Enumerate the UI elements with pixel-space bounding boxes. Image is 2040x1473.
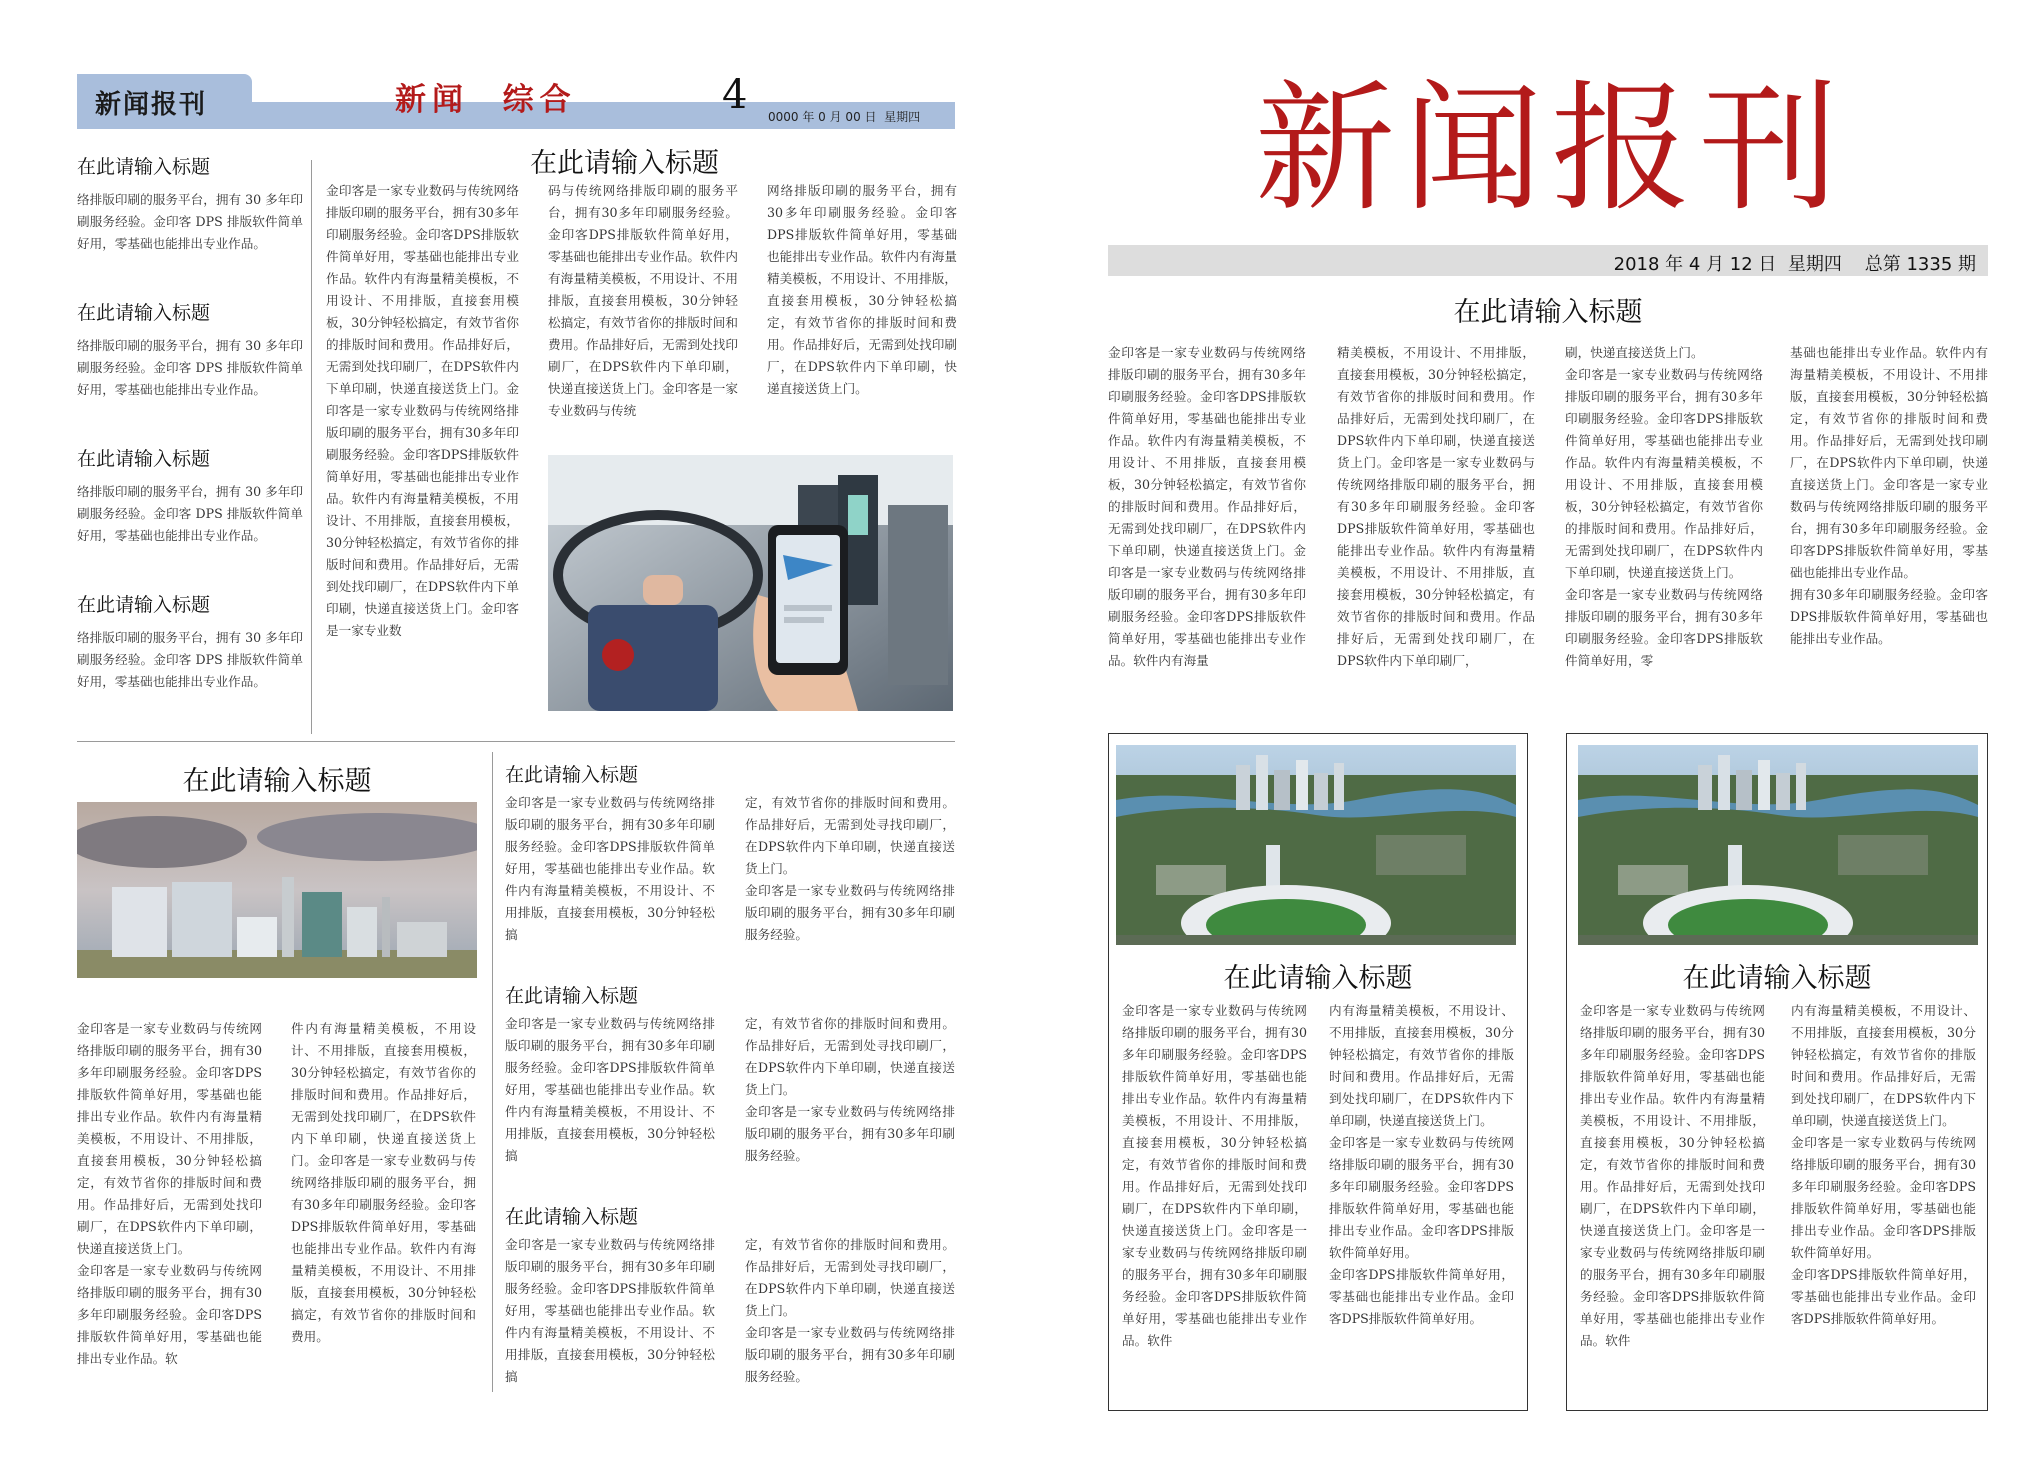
- bottom-left-article-col1: 金印客是一家专业数码与传统网络排版印刷的服务平台，拥有30多年印刷服务经验。金印客DPS排版软件简单好用，零基础也能排出专业作品。软件内有海量精美模板，不用设计、不用排版，直接套用模板，30分钟轻松搞定，有效节省你的排版时间和费用。作品排好后，无需到处找印刷厂，在DPS软件内下单印刷，快递直接送货上门。 金印客是一家专业数码与传统网络排版印刷的服务平台，拥有30多年印刷服务经验。金印客DPS排版软件简单好用，零基础也能排出专业作品。软: [77, 1021, 262, 1366]
- header-logo: 新闻报刊: [95, 90, 208, 120]
- small-article-col2: 定，有效节省你的排版时间和费用。作品排好后，无需到处寻找印刷厂，在DPS软件内下单印刷，快递直接送货上门。 金印客是一家专业数码与传统网络排版印刷的服务平台，拥有30多年印刷服务经验。: [745, 1237, 955, 1384]
- brief-item: [77, 298, 303, 444]
- brief-item: [77, 590, 303, 736]
- brief-item: [77, 444, 303, 590]
- brief-title: 在此请输入标题: [77, 448, 211, 470]
- brief-column: [77, 152, 303, 736]
- top-article-col2: 网络排版印刷的服务平台，拥有30多年印刷服务经验。金印客DPS排版软件简单好用，零基础也能排出专业作品。软件内有海量精美模板，不用设计、不用排版，直接套用模板，30分钟轻松搞定，有效节省你的排版时间和费用。作品排好后，无需到处找印刷厂，在DPS软件内下单印刷，快递直接送货上门。: [767, 183, 957, 396]
- section-divider: [77, 741, 955, 742]
- city-stadium-photo: [1116, 745, 1516, 945]
- section-title: 新闻 综合: [395, 82, 577, 118]
- small-article: [505, 1202, 955, 1412]
- column-divider: [311, 160, 312, 734]
- masthead: 新闻报刊: [1255, 68, 1848, 231]
- brief-title: 在此请输入标题: [77, 302, 211, 324]
- boxed-article-col1: 金印客是一家专业数码与传统网络排版印刷的服务平台，拥有30多年印刷服务经验。金印客DPS排版软件简单好用，零基础也能排出专业作品。软件内有海量精美模板，不用设计、不用排版，直接套用模板，30分钟轻松搞定，有效节省你的排版时间和费用。作品排好后，无需到处找印刷厂，在DPS软件内下单印刷，快递直接送货上门。金印客是一家专业数码与传统网络排版印刷的服务平台，拥有30多年印刷服务经验。金印客DPS排版软件简单好用，零基础也能排出专业作品。软件: [1580, 1003, 1765, 1348]
- lead-article-col4: 基础也能排出专业作品。软件内有海量精美模板，不用设计、不用排版，直接套用模板，30分钟轻松搞定，有效节省你的排版时间和费用。作品排好后，无需到处找印刷厂，在DPS软件内下单印刷，快递直接送货上门。金印客是一家专业数码与传统网络排版印刷的服务平台，拥有30多年印刷服务经验。金印客DPS排版软件简单好用，零基础也能排出专业作品。 拥有30多年印刷服务经验。金印客DPS排版软件简单好用，零基础也能排出专业作品。: [1790, 345, 1988, 646]
- brief-title: 在此请输入标题: [77, 156, 211, 178]
- boxed-article-title: 在此请输入标题: [1682, 963, 1872, 994]
- date-bar-text: 2018 年 4 月 12 日 星期四 总第 1335 期: [1613, 254, 1976, 275]
- lead-article-col3: 刷，快递直接送货上门。 金印客是一家专业数码与传统网络排版印刷的服务平台，拥有30多年印刷服务经验。金印客DPS排版软件简单好用，零基础也能排出专业作品。软件内有海量精美模板，不用设计、不用排版，直接套用模板，30分钟轻松搞定，有效节省你的排版时间和费用。作品排好后，无需到处找印刷厂，在DPS软件内下单印刷，快递直接送货上门。 金印客是一家专业数码与传统网络排版印刷的服务平台，拥有30多年印刷服务经验。金印客DPS排版软件简单好用，零: [1565, 345, 1763, 668]
- brief-item: [77, 152, 303, 298]
- brief-body: 络排版印刷的服务平台，拥有 30 多年印刷服务经验。金印客 DPS 排版软件简单好用，零基础也能排出专业作品。: [77, 630, 303, 689]
- brief-body: 络排版印刷的服务平台，拥有 30 多年印刷服务经验。金印客 DPS 排版软件简单好用，零基础也能排出专业作品。: [77, 338, 303, 397]
- header-date: 0000 年 0 月 00 日 星期四: [768, 110, 921, 124]
- bottom-left-article-col2: 件内有海量精美模板，不用设计、不用排版，直接套用模板，30分钟轻松搞定，有效节省你的排版时间和费用。作品排好后，无需到处找印刷厂，在DPS软件内下单印刷，快递直接送货上门。金印客是一家专业数码与传统网络排版印刷的服务平台，拥有30多年印刷服务经验。金印客DPS排版软件简单好用，零基础也能排出专业作品。软件内有海量精美模板，不用设计、不用排版，直接套用模板，30分钟轻松搞定，有效节省你的排版时间和费用。: [291, 1021, 476, 1344]
- top-article-title: 在此请输入标题: [530, 148, 719, 179]
- small-article-col1: 金印客是一家专业数码与传统网络排版印刷的服务平台，拥有30多年印刷服务经验。金印客DPS排版软件简单好用，零基础也能排出专业作品。软件内有海量精美模板，不用设计、不用排版，直接套用模板，30分钟轻松搞: [505, 1237, 715, 1384]
- small-article-title: 在此请输入标题: [505, 985, 639, 1007]
- boxed-article-col2: 内有海量精美模板，不用设计、不用排版，直接套用模板，30分钟轻松搞定，有效节省你的排版时间和费用。作品排好后，无需到处找印刷厂，在DPS软件内下单印刷，快递直接送货上门。 金印客是一家专业数码与传统网络排版印刷的服务平台，拥有30多年印刷服务经验。金印客DPS排版软件简单好用，零基础也能排出专业作品。金印客DPS排版软件简单好用。 金印客DPS排版软件简单好用，零基础也能排出专业作品。金印客DPS排版软件简单好用。: [1791, 1003, 1976, 1326]
- lead-article-col2: 精美模板，不用设计、不用排版，直接套用模板，30分钟轻松搞定，有效节省你的排版时间和费用。作品排好后，无需到处找印刷厂，在DPS软件内下单印刷，快递直接送货上门。金印客是一家专业数码与传统网络排版印刷的服务平台，拥有30多年印刷服务经验。金印客DPS排版软件简单好用，零基础也能排出专业作品。软件内有海量精美模板，不用设计、不用排版，直接套用模板，30分钟轻松搞定，有效节省你的排版时间和费用。作品排好后，无需到处找印刷厂，在DPS软件内下单印刷厂，: [1337, 345, 1535, 668]
- city-stadium-photo: [1578, 745, 1978, 945]
- small-article-title: 在此请输入标题: [505, 1206, 639, 1228]
- lead-article-col1: 金印客是一家专业数码与传统网络排版印刷的服务平台，拥有30多年印刷服务经验。金印客DPS排版软件简单好用，零基础也能排出专业作品。软件内有海量精美模板，不用设计、不用排版，直接套用模板，30分钟轻松搞定，有效节省你的排版时间和费用。作品排好后，无需到处找印刷厂，在DPS软件内下单印刷，快递直接送货上门。金印客是一家专业数码与传统网络排版印刷的服务平台，拥有30多年印刷服务经验。金印客DPS排版软件简单好用，零基础也能排出专业作品。软件内有海量: [1108, 345, 1306, 668]
- bottom-left-article-title: 在此请输入标题: [182, 766, 372, 797]
- boxed-article: [1566, 733, 1988, 1411]
- small-article-col1: 金印客是一家专业数码与传统网络排版印刷的服务平台，拥有30多年印刷服务经验。金印客DPS排版软件简单好用，零基础也能排出专业作品。软件内有海量精美模板，不用设计、不用排版，直接套用模板，30分钟轻松搞: [505, 1016, 715, 1163]
- boxed-article-col2: 内有海量精美模板，不用设计、不用排版，直接套用模板，30分钟轻松搞定，有效节省你的排版时间和费用。作品排好后，无需到处找印刷厂，在DPS软件内下单印刷，快递直接送货上门。 金印客是一家专业数码与传统网络排版印刷的服务平台，拥有30多年印刷服务经验。金印客DPS排版软件简单好用，零基础也能排出专业作品。金印客DPS排版软件简单好用。 金印客DPS排版软件简单好用，零基础也能排出专业作品。金印客DPS排版软件简单好用。: [1329, 1003, 1514, 1326]
- boxed-article: [1108, 733, 1528, 1411]
- boxed-article-col1: 金印客是一家专业数码与传统网络排版印刷的服务平台，拥有30多年印刷服务经验。金印客DPS排版软件简单好用，零基础也能排出专业作品。软件内有海量精美模板，不用设计、不用排版，直接套用模板，30分钟轻松搞定，有效节省你的排版时间和费用。作品排好后，无需到处找印刷厂，在DPS软件内下单印刷，快递直接送货上门。金印客是一家专业数码与传统网络排版印刷的服务平台，拥有30多年印刷服务经验。金印客DPS排版软件简单好用，零基础也能排出专业作品。软件: [1122, 1003, 1307, 1348]
- small-article: [505, 760, 955, 970]
- brief-title: 在此请输入标题: [77, 594, 211, 616]
- brief-body: 络排版印刷的服务平台，拥有 30 多年印刷服务经验。金印客 DPS 排版软件简单好用，零基础也能排出专业作品。: [77, 484, 303, 543]
- column-divider: [492, 752, 493, 1392]
- boxed-article-title: 在此请输入标题: [1223, 963, 1413, 994]
- small-article-title: 在此请输入标题: [505, 764, 639, 786]
- small-article-col2: 定，有效节省你的排版时间和费用。作品排好后，无需到处寻找印刷厂，在DPS软件内下单印刷，快递直接送货上门。 金印客是一家专业数码与传统网络排版印刷的服务平台，拥有30多年印刷服务经验。: [745, 795, 955, 942]
- small-article: [505, 981, 955, 1191]
- mid-column-text: 金印客是一家专业数码与传统网络排版印刷的服务平台，拥有30多年印刷服务经验。金印客DPS排版软件简单好用，零基础也能排出专业作品。软件内有海量精美模板，不用设计、不用排版，直接套用模板，30分钟轻松搞定，有效节省你的排版时间和费用。作品排好后，无需到处找印刷厂，在DPS软件内下单印刷，快递直接送货上门。金印客是一家专业数码与传统网络排版印刷的服务平台，拥有30多年印刷服务经验。金印客DPS排版软件简单好用，零基础也能排出专业作品。软件内有海量精美模板，不用设计、不用排版，直接套用模板，30分钟轻松搞定，有效节省你的排版时间和费用。作品排好后，无需到处找印刷厂，在DPS软件内下单印刷，快递直接送货上门。金印客是一家专业数: [326, 183, 519, 638]
- page-number: 4: [722, 72, 748, 118]
- top-article-col1: 码与传统网络排版印刷的服务平台，拥有30多年印刷服务经验。金印客DPS排版软件简单好用，零基础也能排出专业作品。软件内有海量精美模板，不用设计、不用排版，直接套用模板，30分钟轻松搞定，有效节省你的排版时间和费用。作品排好后，无需到处找印刷厂，在DPS软件内下单印刷，快递直接送货上门。金印客是一家专业数码与传统: [548, 183, 738, 418]
- factory-photo: [77, 802, 477, 978]
- lead-article-title: 在此请输入标题: [1453, 297, 1643, 328]
- bus-payment-photo: [548, 455, 953, 711]
- small-article-col2: 定，有效节省你的排版时间和费用。作品排好后，无需到处寻找印刷厂，在DPS软件内下单印刷，快递直接送货上门。 金印客是一家专业数码与传统网络排版印刷的服务平台，拥有30多年印刷服务经验。: [745, 1016, 955, 1163]
- small-article-col1: 金印客是一家专业数码与传统网络排版印刷的服务平台，拥有30多年印刷服务经验。金印客DPS排版软件简单好用，零基础也能排出专业作品。软件内有海量精美模板，不用设计、不用排版，直接套用模板，30分钟轻松搞: [505, 795, 715, 942]
- brief-body: 络排版印刷的服务平台，拥有 30 多年印刷服务经验。金印客 DPS 排版软件简单好用，零基础也能排出专业作品。: [77, 192, 303, 251]
